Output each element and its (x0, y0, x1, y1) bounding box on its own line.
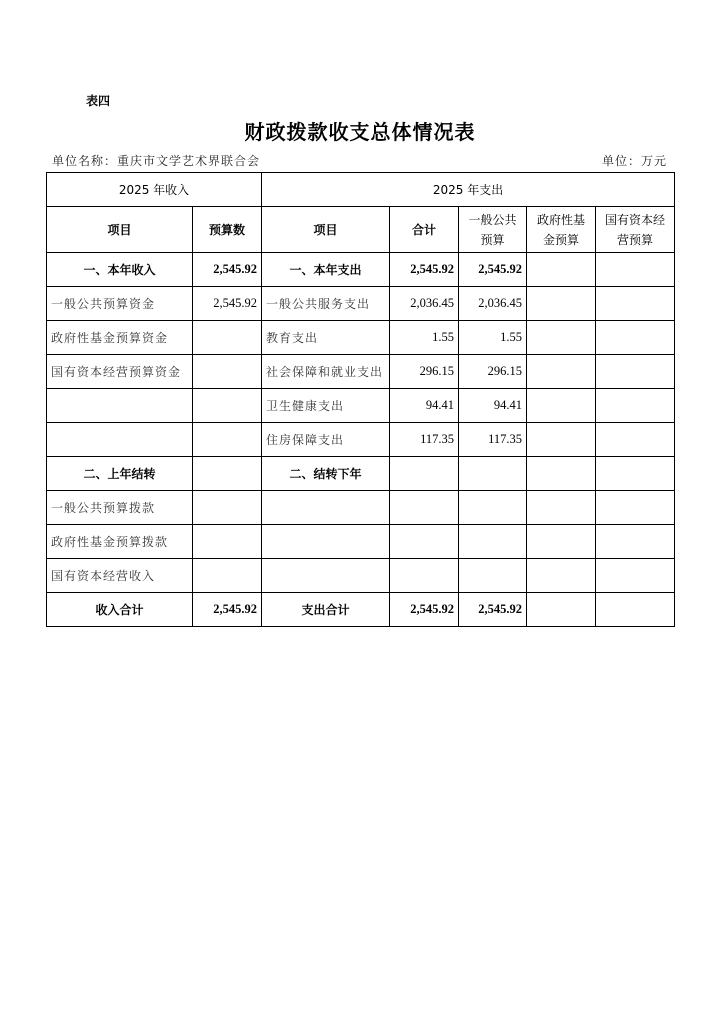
row-total (390, 491, 459, 525)
expense-total-state-cap (596, 593, 675, 627)
row-in-value: 2,545.92 (193, 287, 262, 321)
table-label: 表四 (86, 94, 111, 108)
row-state-cap (596, 321, 675, 355)
row-in-value (193, 559, 262, 593)
row-total: 1.55 (390, 321, 459, 355)
row-in-value (193, 423, 262, 457)
row-state-cap (596, 389, 675, 423)
table-row (47, 287, 675, 321)
row-gov-fund (527, 321, 596, 355)
table-row (47, 491, 675, 525)
row-in-item: 二、上年结转 (47, 457, 193, 491)
expense-item-header: 项目 (262, 207, 390, 253)
row-in-item: 一般公共预算资金 (47, 287, 193, 321)
finance-table (46, 172, 675, 627)
expense-total-gov-fund (527, 593, 596, 627)
row-general: 94.41 (459, 389, 527, 423)
row-out-item: 一、本年支出 (262, 253, 390, 287)
row-total (390, 559, 459, 593)
row-state-cap (596, 457, 675, 491)
row-general: 117.35 (459, 423, 527, 457)
general-public-header (459, 207, 527, 253)
table-row (47, 355, 675, 389)
row-general: 296.15 (459, 355, 527, 389)
row-total: 2,545.92 (390, 253, 459, 287)
row-out-item: 住房保障支出 (262, 423, 390, 457)
gov-fund-header-line1: 政府性基 (537, 212, 586, 227)
total-row (47, 593, 675, 627)
row-in-value (193, 389, 262, 423)
row-gov-fund (527, 559, 596, 593)
row-in-item: 国有资本经营收入 (47, 559, 193, 593)
expense-total-general: 2,545.92 (459, 593, 527, 627)
row-in-item: 政府性基金预算拨款 (47, 525, 193, 559)
row-general: 2,036.45 (459, 287, 527, 321)
total-header: 合计 (390, 207, 459, 253)
table-row (47, 321, 675, 355)
row-out-item: 卫生健康支出 (262, 389, 390, 423)
header-group-row (47, 173, 675, 207)
row-gov-fund (527, 253, 596, 287)
row-in-item (47, 389, 193, 423)
row-state-cap (596, 253, 675, 287)
general-public-header-line1: 一般公共 (468, 212, 517, 227)
row-in-value (193, 491, 262, 525)
row-out-item: 一般公共服务支出 (262, 287, 390, 321)
income-budget-header: 预算数 (193, 207, 262, 253)
row-state-cap (596, 355, 675, 389)
row-in-item: 政府性基金预算资金 (47, 321, 193, 355)
row-in-item (47, 423, 193, 457)
row-total (390, 525, 459, 559)
row-gov-fund (527, 287, 596, 321)
row-out-item (262, 559, 390, 593)
row-in-value (193, 525, 262, 559)
row-state-cap (596, 525, 675, 559)
row-general: 1.55 (459, 321, 527, 355)
row-general (459, 457, 527, 491)
header-column-row (47, 207, 675, 253)
row-in-item: 国有资本经营预算资金 (47, 355, 193, 389)
row-out-item (262, 525, 390, 559)
row-in-value (193, 355, 262, 389)
row-state-cap (596, 287, 675, 321)
row-out-item: 教育支出 (262, 321, 390, 355)
table-row (47, 559, 675, 593)
table-row (47, 423, 675, 457)
state-capital-header (596, 207, 675, 253)
row-in-value (193, 457, 262, 491)
row-total: 296.15 (390, 355, 459, 389)
row-gov-fund (527, 457, 596, 491)
row-general (459, 559, 527, 593)
row-gov-fund (527, 423, 596, 457)
table-row (47, 457, 675, 491)
expense-group-header: 2025 年支出 (262, 173, 675, 207)
general-public-header-line2: 预算 (480, 232, 505, 247)
row-out-item: 社会保障和就业支出 (262, 355, 390, 389)
row-out-item: 二、结转下年 (262, 457, 390, 491)
unit-name: 单位名称：重庆市文学艺术界联合会 (52, 154, 261, 168)
row-in-item: 一般公共预算拨款 (47, 491, 193, 525)
row-state-cap (596, 559, 675, 593)
state-capital-header-line1: 国有资本经 (605, 212, 666, 227)
income-total-label: 收入合计 (47, 593, 193, 627)
row-total: 94.41 (390, 389, 459, 423)
row-gov-fund (527, 525, 596, 559)
income-item-header: 项目 (47, 207, 193, 253)
income-group-header: 2025 年收入 (47, 173, 262, 207)
unit-label: 单位：万元 (601, 154, 667, 168)
expense-total-value: 2,545.92 (390, 593, 459, 627)
row-gov-fund (527, 389, 596, 423)
row-general (459, 525, 527, 559)
row-total: 2,036.45 (390, 287, 459, 321)
row-general (459, 491, 527, 525)
gov-fund-header (527, 207, 596, 253)
row-state-cap (596, 491, 675, 525)
state-capital-header-line2: 营预算 (617, 232, 654, 247)
income-total-value: 2,545.92 (193, 593, 262, 627)
expense-total-label: 支出合计 (262, 593, 390, 627)
row-general: 2,545.92 (459, 253, 527, 287)
row-gov-fund (527, 491, 596, 525)
table-row (47, 253, 675, 287)
row-gov-fund (527, 355, 596, 389)
row-in-value (193, 321, 262, 355)
row-state-cap (596, 423, 675, 457)
row-in-value: 2,545.92 (193, 253, 262, 287)
table-row (47, 525, 675, 559)
gov-fund-header-line2: 金预算 (543, 232, 580, 247)
row-total (390, 457, 459, 491)
row-out-item (262, 491, 390, 525)
row-in-item: 一、本年收入 (47, 253, 193, 287)
row-total: 117.35 (390, 423, 459, 457)
table-row (47, 389, 675, 423)
page-title: 财政拨款收支总体情况表 (244, 120, 476, 144)
